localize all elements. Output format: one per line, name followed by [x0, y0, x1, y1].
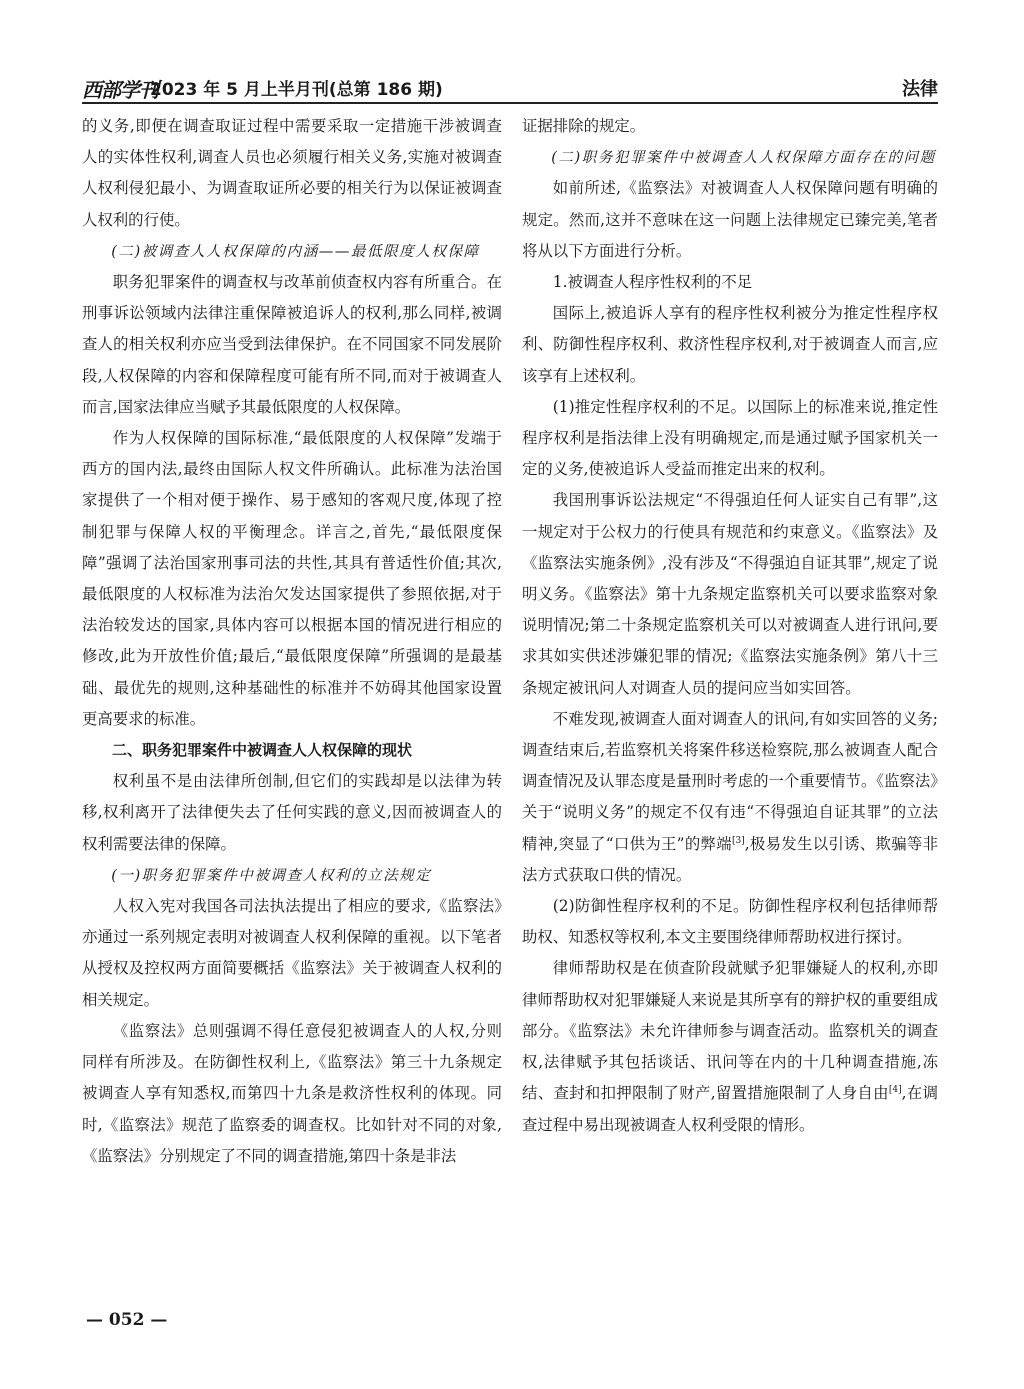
left-column — [82, 111, 502, 1172]
running-header — [82, 72, 938, 102]
paragraph: 如前所述,《监察法》对被调查人人权保障问题有明确的规定。然而,这并不意味在这一问题上法律规定已臻完美,笔者将从以下方面进行分析。 — [522, 179, 938, 260]
issue-info: 2023 年 5 月上半月刊(总第 186 期) — [150, 80, 443, 100]
paragraph: 《监察法》总则强调不得任意侵犯被调查人的人权,分则同样有所涉及。在防御性权利上,《监察法》第三十九条规定被调查人享有知悉权,而第四十九条是救济性权利的体现。同时,《监察法》规范了监察委的调查权。比如针对不同的对象,《监察法》分别规定了不同的调查措施,第四十条是非法 — [82, 1021, 502, 1165]
paragraph: 职务犯罪案件的调查权与改革前侦查权内容有所重合。在刑事诉讼领域内法律注重保障被追诉人的权利,那么同样,被调查人的相关权利亦应当受到法律保护。在不同国家不同发展阶段,人权保障的内容和保障程度可能有所不同,而对于被调查人而言,国家法律应当赋予其最低限度的人权保障。 — [82, 273, 502, 416]
journal-logo: 西部学刊 — [82, 78, 158, 102]
paragraph: 人权入宪对我国各司法执法提出了相应的要求,《监察法》亦通过一系列规定表明对被调查人权利保障的重视。以下笔者从授权及控权两方面简要概括《监察法》关于被调查人权利的相关规定。 — [82, 897, 502, 1009]
subheading: (一)职务犯罪案件中被调查人权利的立法规定 — [111, 866, 432, 884]
citation-ref: [4] — [888, 1085, 902, 1096]
paragraph: 1.被调查人程序性权利的不足 — [552, 273, 753, 292]
paragraph: 律师帮助权是在侦查阶段就赋予犯罪嫌疑人的权利,亦即律师帮助权对犯罪嫌疑人来说是其所享有的辩护权的重要组成部分。《监察法》未允许律师参与调查活动。监察机关的调查权,法律赋予其包括谈话、讯问等在内的十几种调查措施,冻结、查封和扣押限制了财产,留置措施限制了人身自由[4],在调查过程中易出现被调查人权利受限的情形。 — [522, 959, 938, 1134]
right-column — [522, 111, 938, 1141]
paragraph: 的义务,即便在调查取证过程中需要采取一定措施干涉被调查人的实体性权利,调查人员也必须履行相关义务,实施对被调查人权利侵犯最小、为调查取证所必要的相关行为以保证被调查人权利的行使。 — [82, 117, 502, 229]
subheading: (二)被调查人人权保障的内涵——最低限度人权保障 — [111, 242, 480, 260]
paragraph: 权利虽不是由法律所创制,但它们的实践却是以法律为转移,权利离开了法律便失去了任何实践的意义,因而被调查人的权利需要法律的保障。 — [82, 772, 502, 853]
paragraph: 国际上,被追诉人享有的程序性权利被分为推定性程序权利、防御性程序权利、救济性程序权利,对于被调查人而言,应该享有上述权利。 — [522, 304, 938, 385]
section-heading: 二、职务犯罪案件中被调查人人权保障的现状 — [112, 741, 413, 760]
header-rule — [82, 102, 938, 104]
paragraph: 证据排除的规定。 — [522, 117, 646, 135]
paragraph: 作为人权保障的国际标准,“最低限度的人权保障”发端于西方的国内法,最终由国际人权文件所确认。此标准为法治国家提供了一个相对便于操作、易于感知的客观尺度,体现了控制犯罪与保障人权的平衡理念。详言之,首先,“最低限度保障”强调了法治国家刑事司法的共性,其具有普适性价值;其次,最低限度的人权标准为法治欠发达国家提供了参照依据,对于法治较发达的国家,具体内容可以根据本国的情况进行相应的修改,此为开放性价值;最后,“最低限度保障”所强调的是最基础、最优先的规则,这种基础性的标准并不妨碍其他国家设置更高要求的标准。 — [82, 429, 502, 728]
subheading: (二)职务犯罪案件中被调查人人权保障方面存在的问题 — [551, 149, 936, 167]
citation-ref: [3] — [731, 835, 745, 846]
section-name: 法律 — [902, 79, 938, 100]
paragraph: (2)防御性程序权利的不足。防御性程序权利包括律师帮助权、知悉权等权利,本文主要围绕律师帮助权进行探讨。 — [522, 897, 938, 947]
paragraph: 不难发现,被调查人面对调查人的讯问,有如实回答的义务;调查结束后,若监察机关将案件移送检察院,那么被调查人配合调查情况及认罪态度是量刑时考虑的一个重要情节。《监察法》关于“说明义务”的规定不仅有违“不得强迫自证其罪”的立法精神,突显了“口供为王”的弊端[3],极易发生以引诱、欺骗等非法方式获取口供的情况。 — [522, 709, 938, 884]
paragraph: 我国刑事诉讼法规定“不得强迫任何人证实自己有罪”,这一规定对于公权力的行使具有规范和约束意义。《监察法》及《监察法实施条例》,没有涉及“不得强迫自证其罪”,规定了说明义务。《监察法》第十九条规定监察机关可以要求监察对象说明情况;第二十条规定监察机关可以对被调查人进行讯问,要求其如实供述涉嫌犯罪的情况;《监察法实施条例》第八十三条规定被讯问人对调查人员的提问应当如实回答。 — [522, 491, 938, 697]
paragraph: (1)推定性程序权利的不足。以国际上的标准来说,推定性程序权利是指法律上没有明确规定,而是通过赋予国家机关一定的义务,使被追诉人受益而推定出来的权利。 — [522, 397, 938, 479]
page-number: — 052 — — [86, 1310, 168, 1330]
